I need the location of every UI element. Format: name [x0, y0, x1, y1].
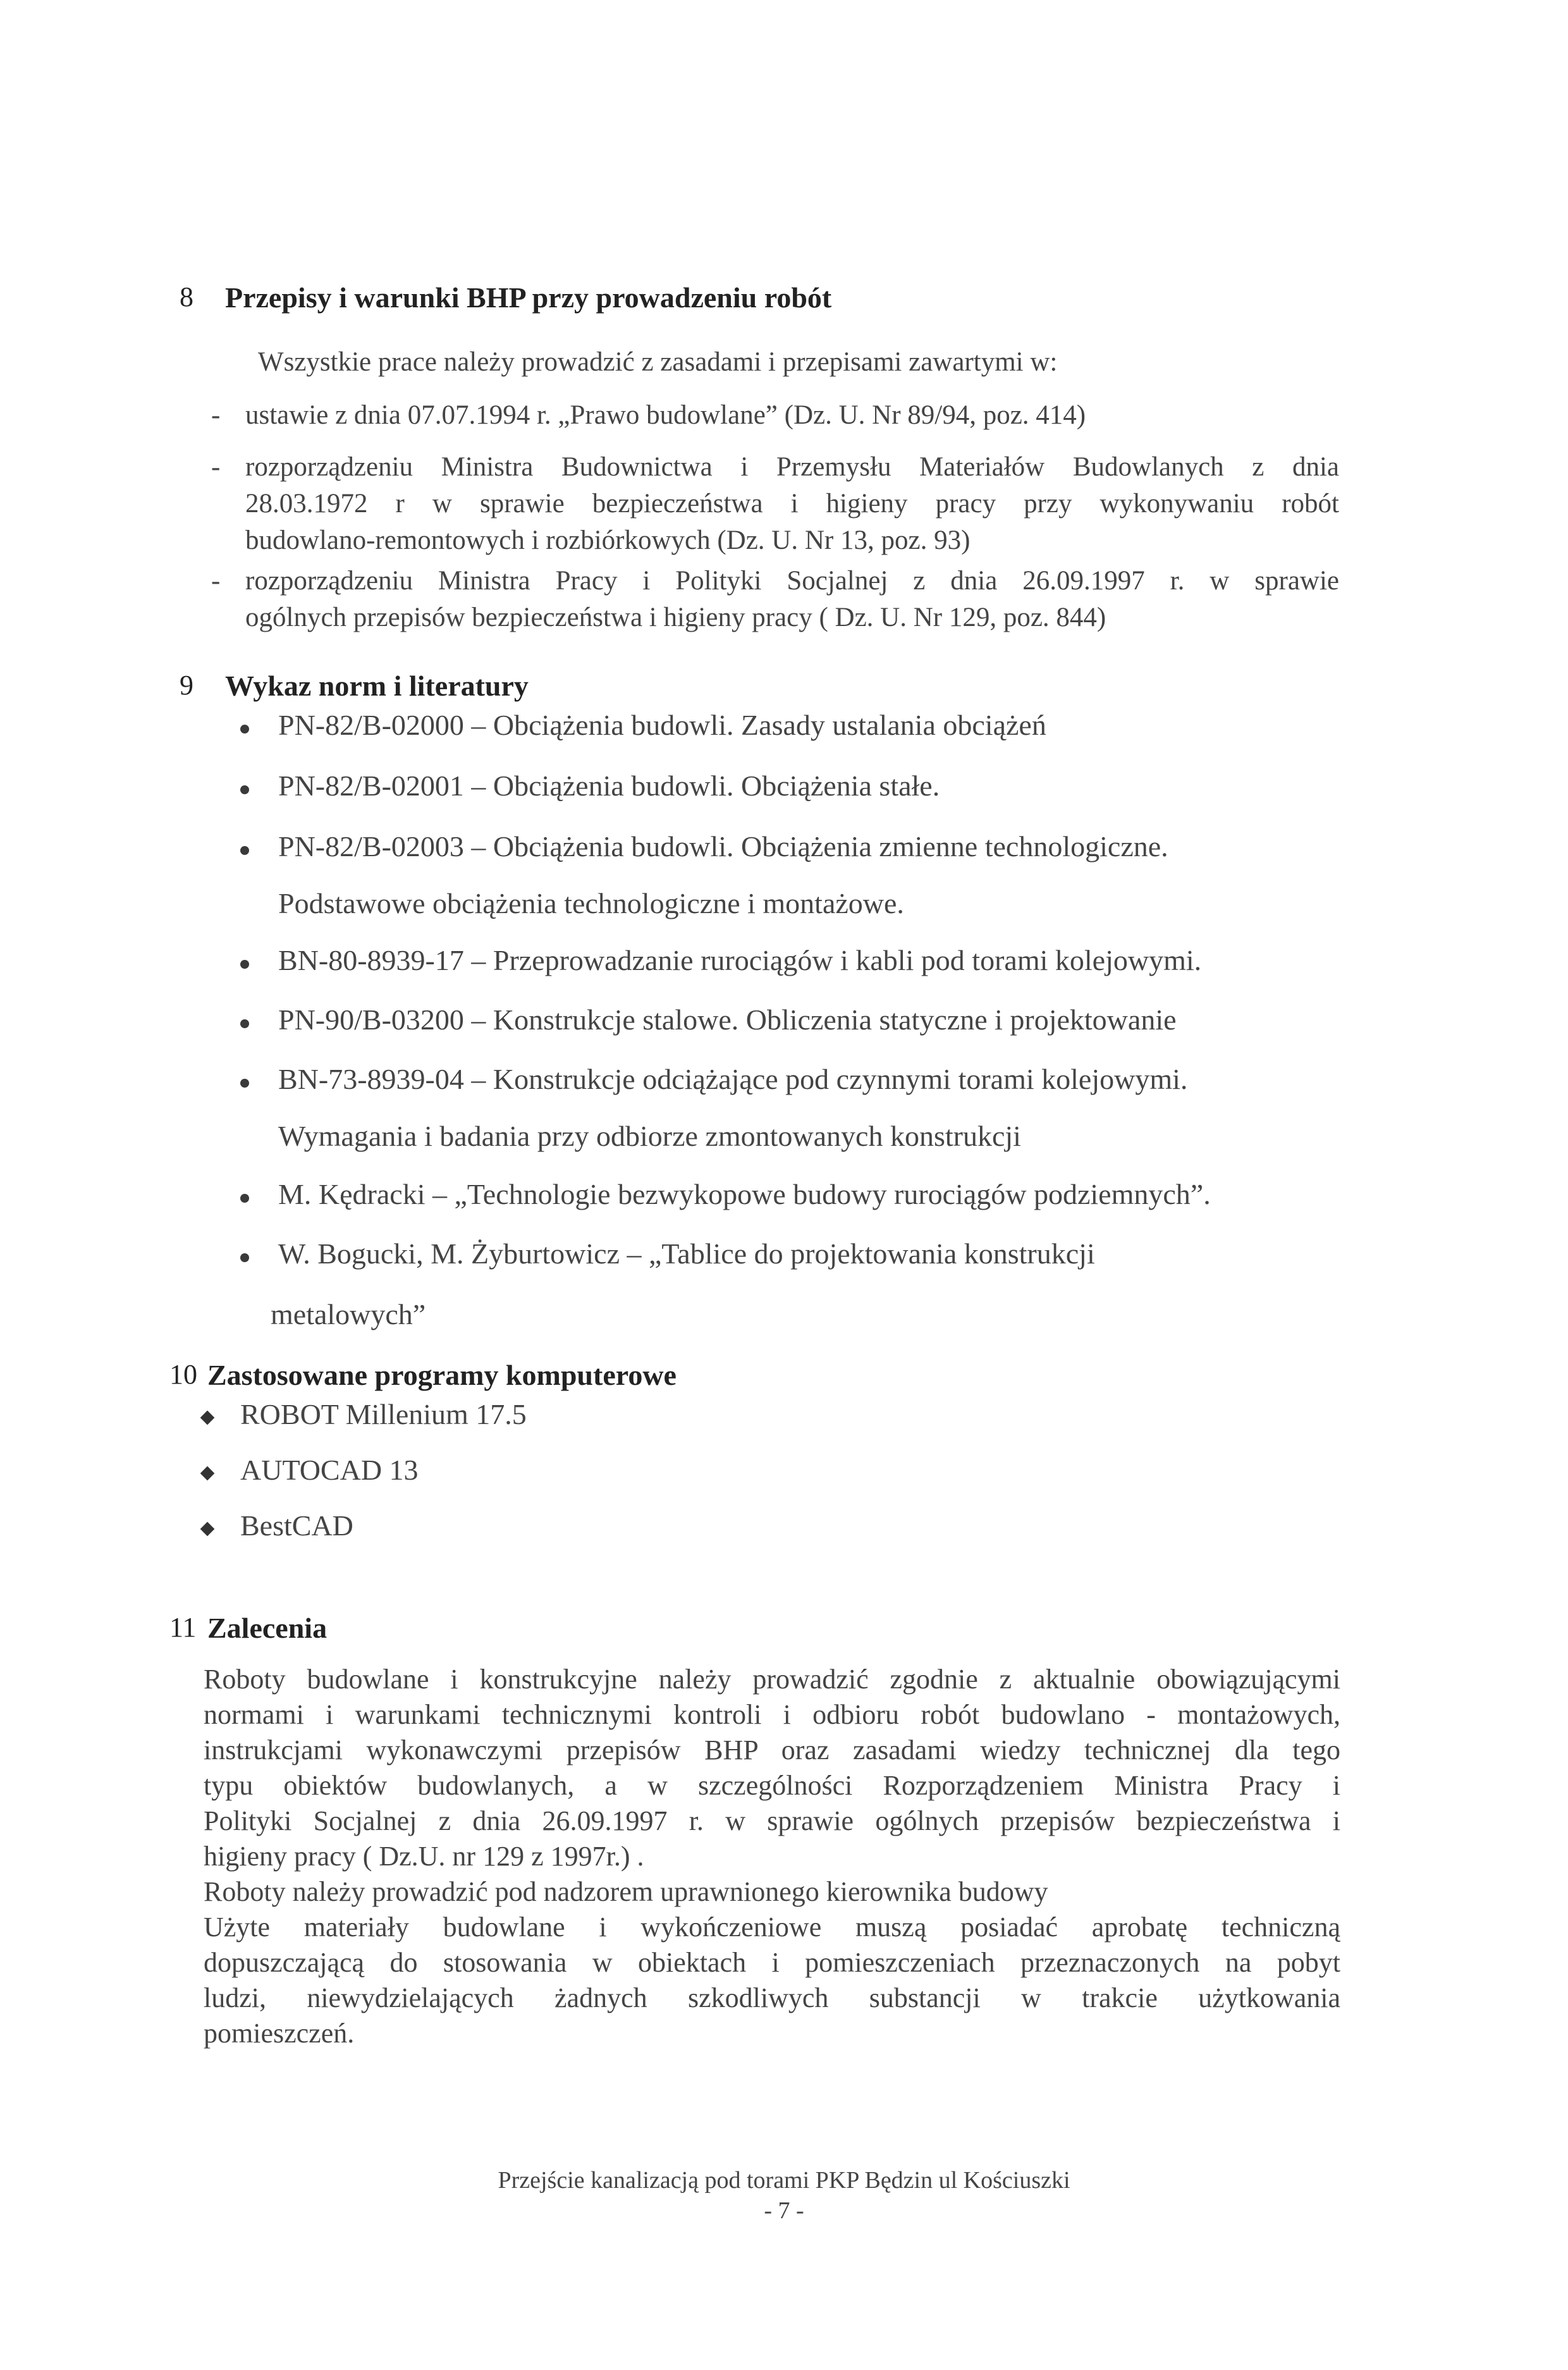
diamond-bullet-icon: [200, 1466, 215, 1481]
bullet-dot-icon: [240, 1019, 249, 1028]
section-11-title: Zalecenia: [207, 1612, 328, 1644]
section-8-item-1: ustawie z dnia 07.07.1994 r. „Prawo budowlane” (Dz. U. Nr 89/94, poz. 414): [245, 400, 1086, 430]
section-11-number: 11: [169, 1612, 197, 1643]
norm-item-3-line-2: Podstawowe obciążenia technologiczne i montażowe.: [278, 887, 904, 919]
software-item-1: ROBOT Millenium 17.5: [240, 1398, 527, 1430]
software-item-3: BestCAD: [240, 1509, 353, 1542]
recommendation-line-2: normami i warunkami technicznymi kontroli i odbioru robót budowlano - montażowych,: [204, 1699, 1340, 1730]
bullet-dot-icon: [240, 1194, 249, 1203]
recommendation-line-10: ludzi, niewydzielających żadnych szkodliwych substancji w trakcie użytkowania: [204, 1982, 1340, 2013]
recommendation-line-6: higieny pracy ( Dz.U. nr 129 z 1997r.) .: [204, 1841, 644, 1872]
bullet-dot-icon: [240, 1079, 249, 1088]
section-8-intro: Wszystkie prace należy prowadzić z zasadami i przepisami zawartymi w:: [258, 347, 1058, 377]
section-10-number: 10: [169, 1359, 197, 1390]
section-8-title: Przepisy i warunki BHP przy prowadzeniu robót: [225, 281, 832, 314]
bullet-dot-icon: [240, 960, 249, 969]
bullet-dot-icon: [240, 725, 249, 734]
section-10-title: Zastosowane programy komputerowe: [207, 1359, 677, 1391]
bullet-dot-icon: [240, 846, 249, 855]
dash-marker: -: [211, 400, 221, 430]
section-9-title: Wykaz norm i literatury: [225, 670, 529, 702]
norm-item-3-line-1: PN-82/B-02003 – Obciążenia budowli. Obciążenia zmienne technologiczne.: [278, 830, 1168, 863]
section-8-item-2-line-1: rozporządzeniu Ministra Budownictwa i Przemysłu Materiałów Budowlanych z dnia: [245, 452, 1339, 482]
norm-item-1: PN-82/B-02000 – Obciążenia budowli. Zasady ustalania obciążeń: [278, 709, 1046, 741]
section-8-item-3-line-1: rozporządzeniu Ministra Pracy i Polityki Socjalnej z dnia 26.09.1997 r. w sprawie: [245, 566, 1339, 596]
bullet-dot-icon: [240, 785, 249, 794]
norm-item-6-line-2: Wymagania i badania przy odbiorze zmontowanych konstrukcji: [278, 1120, 1021, 1152]
recommendation-line-7: Roboty należy prowadzić pod nadzorem uprawnionego kierownika budowy: [204, 1876, 1048, 1907]
norm-item-2: PN-82/B-02001 – Obciążenia budowli. Obciążenia stałe.: [278, 770, 940, 802]
section-8-item-3-line-2: ogólnych przepisów bezpieczeństwa i higieny pracy ( Dz. U. Nr 129, poz. 844): [245, 603, 1106, 632]
recommendation-line-1: Roboty budowlane i konstrukcyjne należy prowadzić zgodnie z aktualnie obowiązującymi: [204, 1664, 1340, 1695]
recommendation-line-8: Użyte materiały budowlane i wykończeniowe muszą posiadać aprobatę techniczną: [204, 1912, 1340, 1943]
norm-item-6-line-1: BN-73-8939-04 – Konstrukcje odciążające pod czynnymi torami kolejowymi.: [278, 1063, 1188, 1095]
diamond-bullet-icon: [200, 1411, 215, 1425]
recommendation-line-11: pomieszczeń.: [204, 2018, 355, 2049]
software-item-2: AUTOCAD 13: [240, 1454, 419, 1486]
section-8-item-2-line-2: 28.03.1972 r w sprawie bezpieczeństwa i higieny pracy przy wykonywaniu robót: [245, 489, 1339, 519]
recommendation-line-9: dopuszczającą do stosowania w obiektach i pomieszczeniach przeznaczonych na pobyt: [204, 1947, 1340, 1978]
recommendation-line-4: typu obiektów budowlanych, a w szczególności Rozporządzeniem Ministra Pracy i: [204, 1770, 1340, 1801]
diamond-bullet-icon: [200, 1522, 215, 1537]
norm-item-4: BN-80-8939-17 – Przeprowadzanie rurociągów i kabli pod torami kolejowymi.: [278, 944, 1202, 976]
recommendation-line-3: instrukcjami wykonawczymi przepisów BHP oraz zasadami wiedzy technicznej dla tego: [204, 1735, 1340, 1765]
literature-item-2-line-2: metalowych”: [271, 1298, 426, 1330]
recommendation-line-5: Polityki Socjalnej z dnia 26.09.1997 r. w sprawie ogólnych przepisów bezpieczeństwa i: [204, 1805, 1340, 1836]
section-9-number: 9: [180, 670, 193, 701]
dash-marker: -: [211, 452, 221, 482]
dash-marker: -: [211, 566, 221, 596]
section-8-number: 8: [180, 281, 193, 312]
footer-title: Przejście kanalizacją pod torami PKP Będzin ul Kościuszki: [498, 2167, 1070, 2194]
page-number: - 7 -: [764, 2197, 804, 2224]
bullet-dot-icon: [240, 1253, 249, 1262]
literature-item-1: M. Kędracki – „Technologie bezwykopowe budowy rurociągów podziemnych”.: [278, 1178, 1211, 1210]
section-8-item-2-line-3: budowlano-remontowych i rozbiórkowych (Dz. U. Nr 13, poz. 93): [245, 525, 971, 555]
norm-item-5: PN-90/B-03200 – Konstrukcje stalowe. Obliczenia statyczne i projektowanie: [278, 1004, 1177, 1036]
literature-item-2-line-1: W. Bogucki, M. Żyburtowicz – „Tablice do projektowania konstrukcji: [278, 1237, 1095, 1270]
